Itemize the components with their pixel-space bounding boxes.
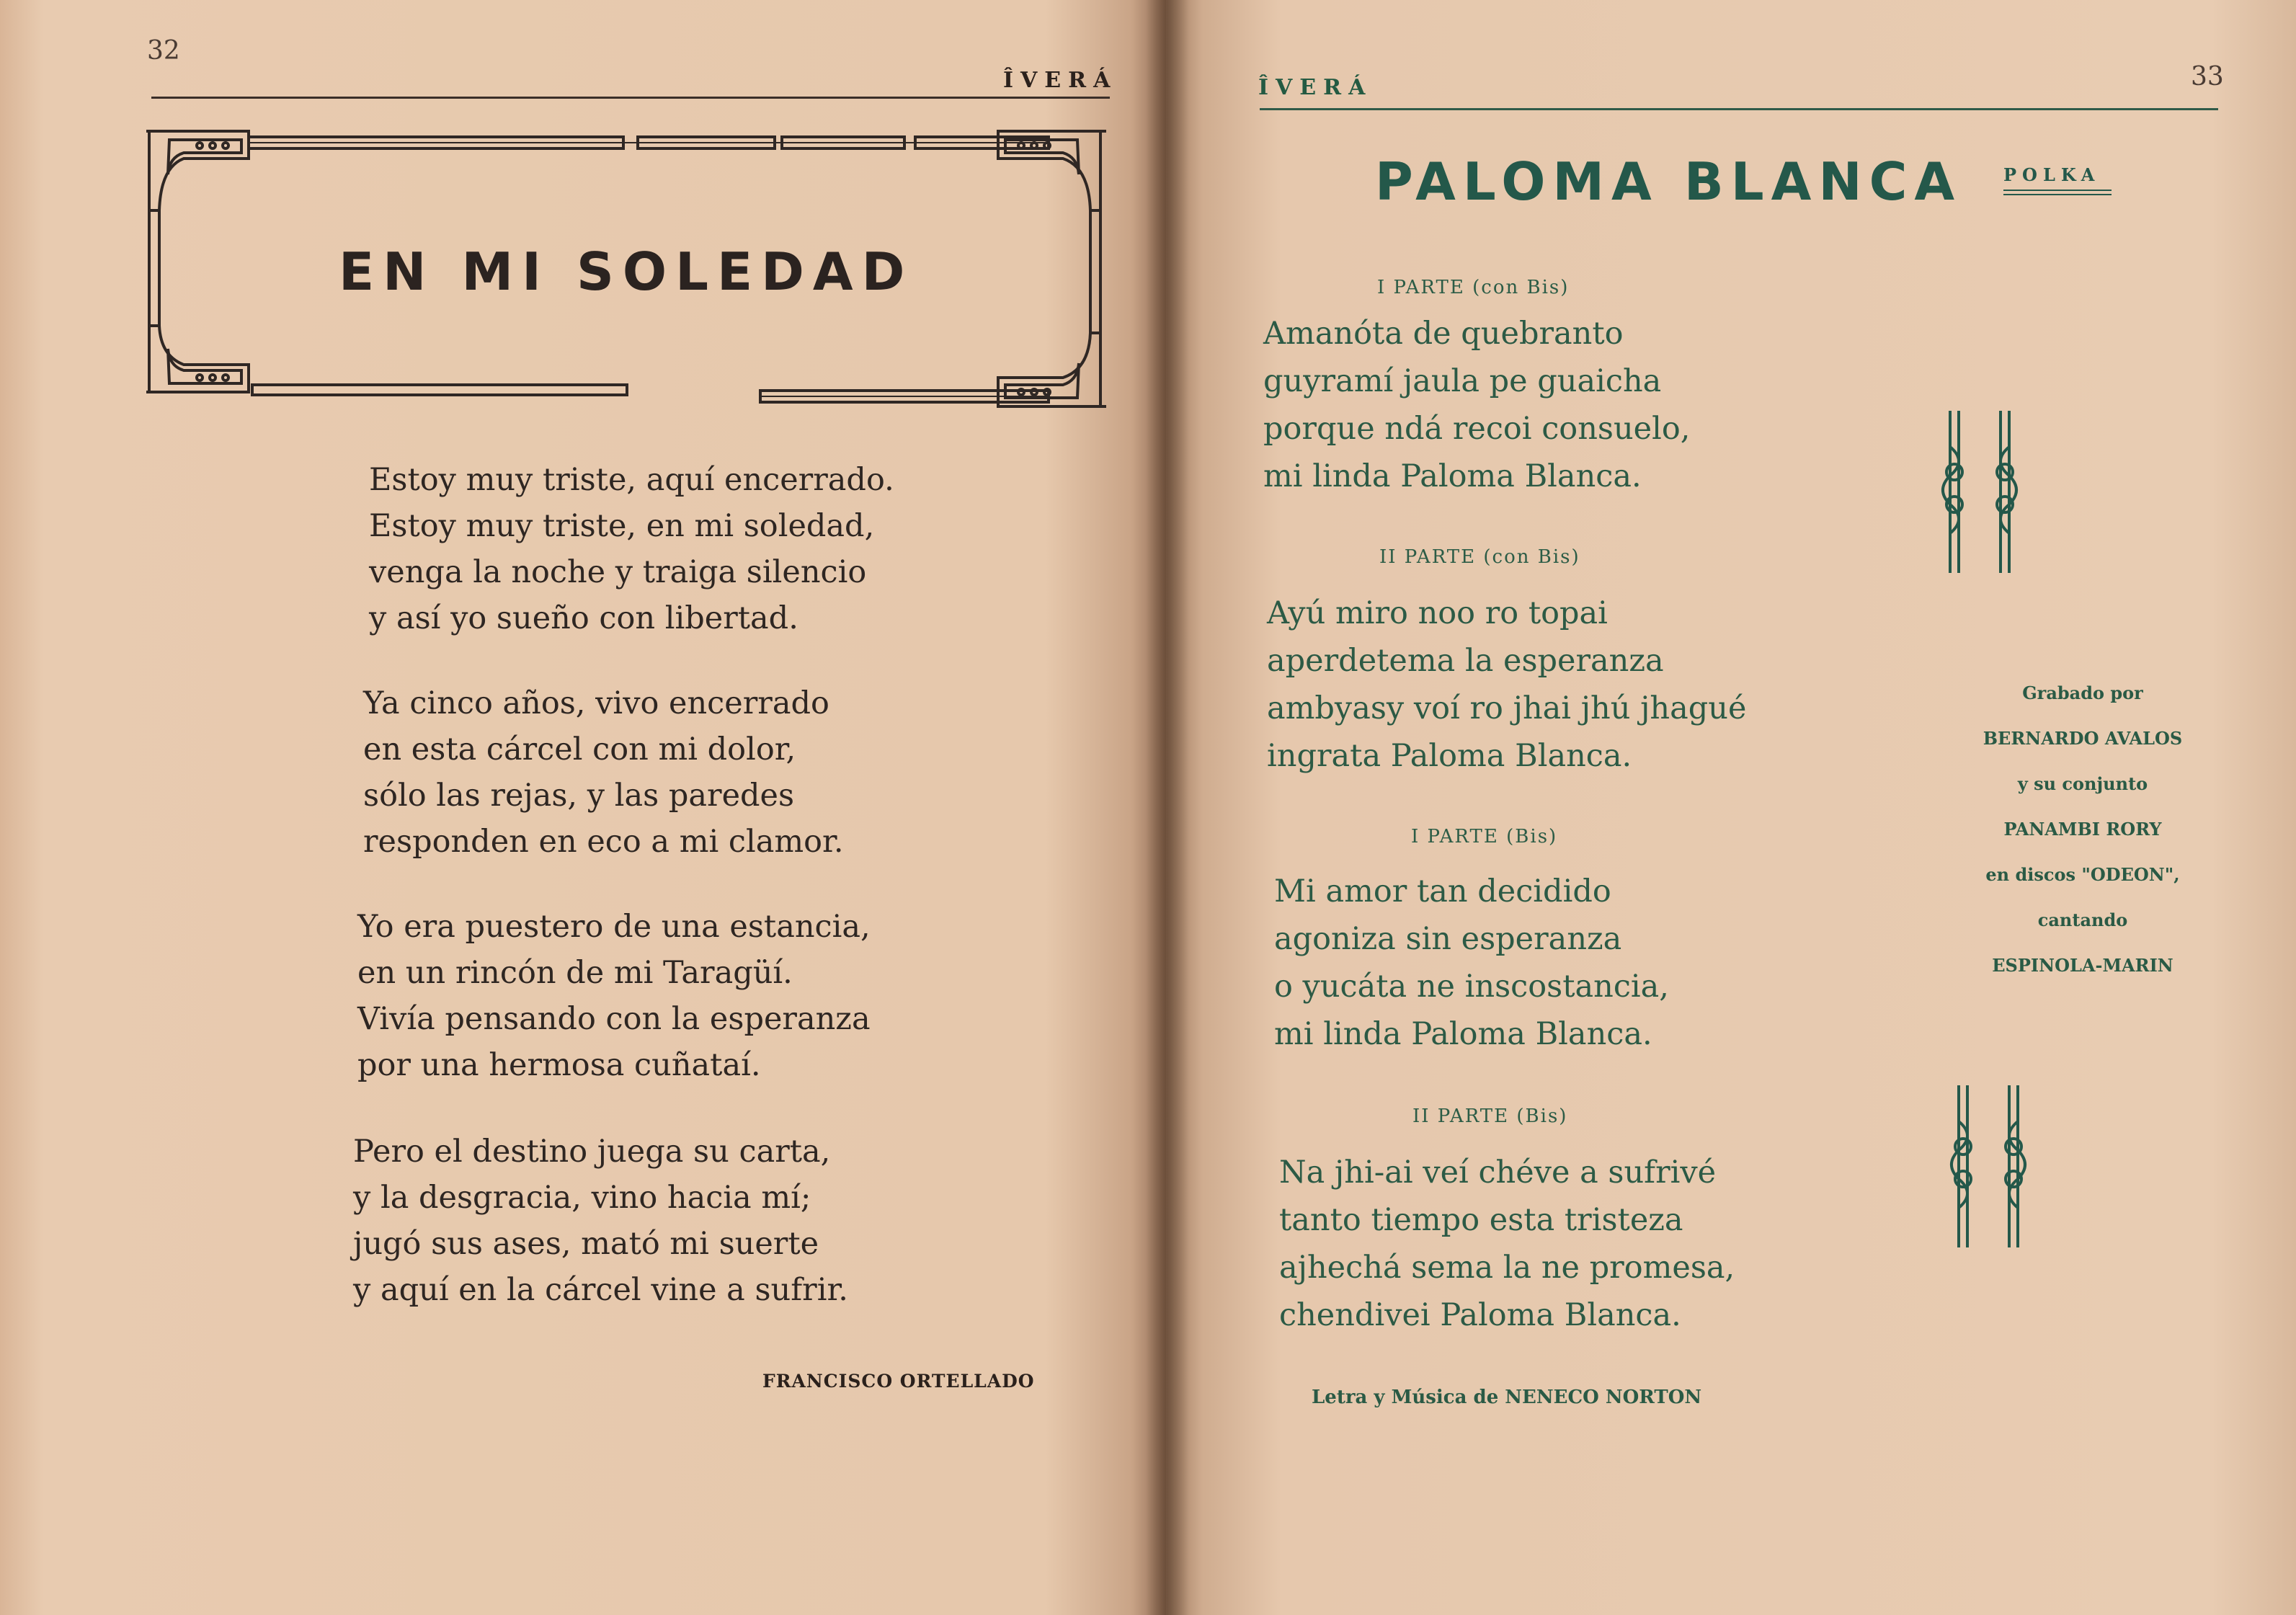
verse-line: mi linda Paloma Blanca.: [1263, 458, 1642, 494]
verse-line: Amanóta de quebranto: [1263, 316, 1624, 352]
verse-line: Estoy muy triste, aquí encerrado.: [369, 462, 894, 498]
verse-line: Mi amor tan decidido: [1274, 873, 1611, 909]
verse-line: porque ndá recoi consuelo,: [1263, 411, 1691, 447]
book-spine: [1146, 0, 1189, 1615]
author-left: FRANCISCO ORTELLADO: [762, 1371, 1035, 1392]
floral-vine-ornament: [1944, 1078, 2045, 1258]
genre-text: POLKA: [2003, 164, 2101, 185]
verse-line: en esta cárcel con mi dolor,: [363, 731, 796, 768]
verse-line: chendivei Paloma Blanca.: [1279, 1297, 1681, 1333]
verse-line: ajhechá sema la ne promesa,: [1279, 1250, 1735, 1286]
right-page: [1166, 0, 2296, 1615]
running-head-left: ÎVERÁ: [1003, 68, 1118, 93]
verse-line: sólo las rejas, y las paredes: [363, 778, 795, 814]
verse-line: y así yo sueño con libertad.: [369, 600, 798, 636]
verse-line: Na jhi-ai veí chéve a sufrivé: [1279, 1154, 1717, 1191]
verse-line: Yo era puestero de una estancia,: [357, 909, 871, 945]
verse-line: guyramí jaula pe guaicha: [1263, 363, 1662, 399]
verse-line: y la desgracia, vino hacia mí;: [353, 1180, 811, 1216]
verse-line: Ya cinco años, vivo encerrado: [363, 685, 829, 721]
verse-line: Estoy muy triste, en mi soledad,: [369, 508, 875, 544]
author-right: Letra y Música de NENECO NORTON: [1312, 1387, 1702, 1408]
credit-line: en discos "ODEON",: [1985, 864, 2180, 885]
verse-line: en un rincón de mi Taragüí.: [357, 955, 793, 991]
recording-credits: [1960, 670, 2205, 988]
section-1-verses: [1263, 310, 1690, 500]
section-heading: I PARTE (con Bis): [1377, 277, 1570, 298]
credit-line: y su conjunto: [2017, 773, 2148, 794]
credit-line: cantando: [2037, 909, 2128, 930]
poem-title-left: EN MI SOLEDAD: [339, 241, 914, 302]
running-head-right: ÎVERÁ: [1258, 75, 1373, 100]
header-rule-left: [151, 97, 1110, 99]
verse-line: por una hermosa cuñataí.: [357, 1047, 761, 1083]
section-heading: I PARTE (Bis): [1411, 826, 1558, 847]
credit-line: BERNARDO AVALOS: [1983, 728, 2183, 749]
credit-line: PANAMBI RORY: [2003, 819, 2162, 840]
section-3-verses: [1274, 868, 1669, 1058]
verse-line: tanto tiempo esta tristeza: [1279, 1202, 1683, 1238]
genre-label: [2003, 164, 2112, 195]
stanza-3: [357, 904, 871, 1088]
verse-line: Vivía pensando con la esperanza: [357, 1001, 871, 1037]
section-heading: II PARTE (con Bis): [1379, 546, 1580, 568]
verse-line: y aquí en la cárcel vine a sufrir.: [353, 1272, 848, 1308]
song-title-right: PALOMA BLANCA: [1375, 151, 1962, 212]
verse-line: Ayú miro noo ro topai: [1267, 595, 1608, 631]
section-2-verses: [1267, 590, 1746, 780]
floral-vine-ornament: [1936, 404, 2037, 584]
verse-line: agoniza sin esperanza: [1274, 921, 1622, 957]
stanza-4: [353, 1129, 848, 1313]
header-rule-right: [1260, 108, 2218, 110]
verse-line: ingrata Paloma Blanca.: [1267, 738, 1632, 774]
page-number-right: 33: [2191, 62, 2224, 92]
verse-line: responden en eco a mi clamor.: [363, 824, 844, 860]
verse-line: venga la noche y traiga silencio: [369, 554, 867, 590]
verse-line: mi linda Paloma Blanca.: [1274, 1016, 1652, 1052]
section-4-verses: [1279, 1149, 1735, 1339]
credit-line: ESPINOLA-MARIN: [1992, 955, 2173, 976]
verse-line: aperdetema la esperanza: [1267, 643, 1664, 679]
credit-line: Grabado por: [2022, 682, 2143, 703]
verse-line: jugó sus ases, mató mi suerte: [353, 1226, 819, 1262]
page-number-left: 32: [147, 36, 180, 66]
stanza-2: [363, 680, 844, 865]
verse-line: ambyasy voí ro jhai jhú jhagué: [1267, 690, 1747, 726]
verse-line: Pero el destino juega su carta,: [353, 1134, 831, 1170]
section-heading: II PARTE (Bis): [1412, 1105, 1568, 1127]
verse-line: o yucáta ne inscostancia,: [1274, 969, 1669, 1005]
stanza-1: [369, 457, 894, 641]
